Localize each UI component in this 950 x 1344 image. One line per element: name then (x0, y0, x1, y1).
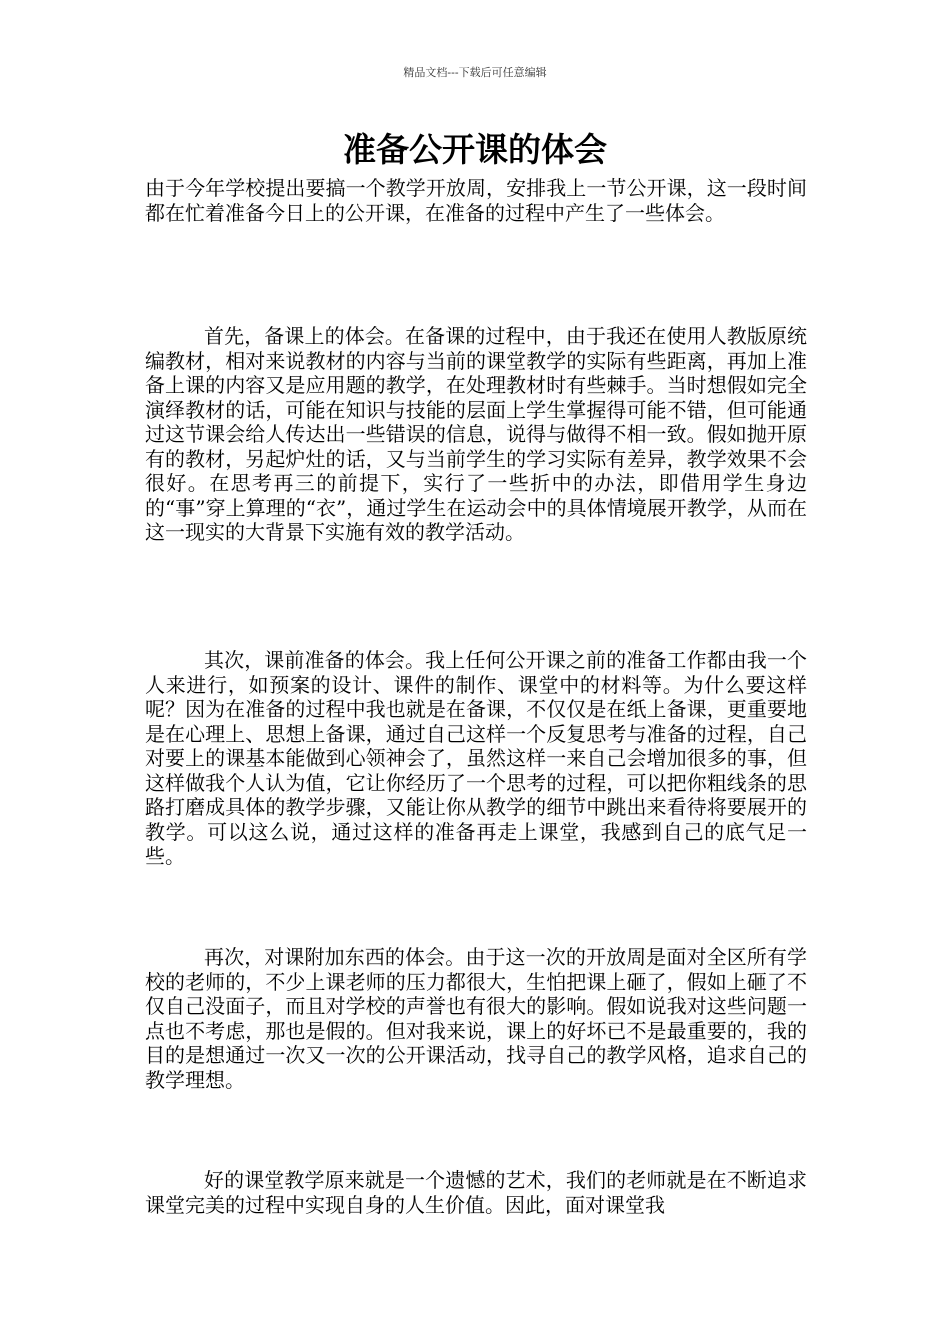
header-note: 精品文档---下载后可任意编辑 (403, 66, 547, 79)
document-title: 准备公开课的体会 (343, 130, 607, 169)
paragraph-lesson-prep: 首先，备课上的体会。在备课的过程中，由于我还在使用人教版原统编教材，相对来说教材的内容与当前的课堂教学的实际有些距离，再加上准备上课的内容又是应用题的教学，在处理教材时有些棘手。当时想假如完全演绎教材的话，可能在知识与技能的层面上学生掌握得可能不错，但可能通过这节课会给人传达出一些错误的信息，说得与做得不相一致。假如抛开原有的教材，另起炉灶的话，又与当前学生的学习实际有差异，教学效果不会很好。在思考再三的前提下，实行了一些折中的办法，即借用学生身边的“事”穿上算理的“衣”，通过学生在运动会中的具体情境展开教学，从而在这一现实的大背景下实施有效的教学活动。 (145, 324, 807, 544)
paragraph-intro: 由于今年学校提出要搞一个教学开放周，安排我上一节公开课，这一段时间都在忙着准备今日上的公开课，在准备的过程中产生了一些体会。 (145, 176, 807, 225)
paragraph-additional-pressure: 再次，对课附加东西的体会。由于这一次的开放周是面对全区所有学校的老师的，不少上课老师的压力都很大，生怕把课上砸了，假如上砸了不仅自己没面子，而且对学校的声誉也有很大的影响。假如说我对这些问题一点也不考虑，那也是假的。但对我来说，课上的好坏已不是最重要的，我的目的是想通过一次又一次的公开课活动，找寻自己的教学风格，追求自己的教学理想。 (145, 945, 807, 1092)
paragraph-conclusion: 好的课堂教学原来就是一个遗憾的艺术，我们的老师就是在不断追求课堂完美的过程中实现自身的人生价值。因此，面对课堂我 (145, 1168, 807, 1217)
paragraph-pre-class-prep: 其次，课前准备的体会。我上任何公开课之前的准备工作都由我一个人来进行，如预案的设计、课件的制作、课堂中的材料等。为什么要这样呢？因为在准备的过程中我也就是在备课，不仅仅是在纸上备课，更重要地是在心理上、思想上备课，通过自己这样一个反复思考与准备的过程，自己对要上的课基本能做到心领神会了，虽然这样一来自己会增加很多的事，但这样做我个人认为值，它让你经历了一个思考的过程，可以把你粗线条的思路打磨成具体的教学步骤，又能让你从教学的细节中跳出来看待将要展开的教学。可以这么说，通过这样的准备再走上课堂，我感到自己的底气足一些。 (145, 648, 807, 868)
